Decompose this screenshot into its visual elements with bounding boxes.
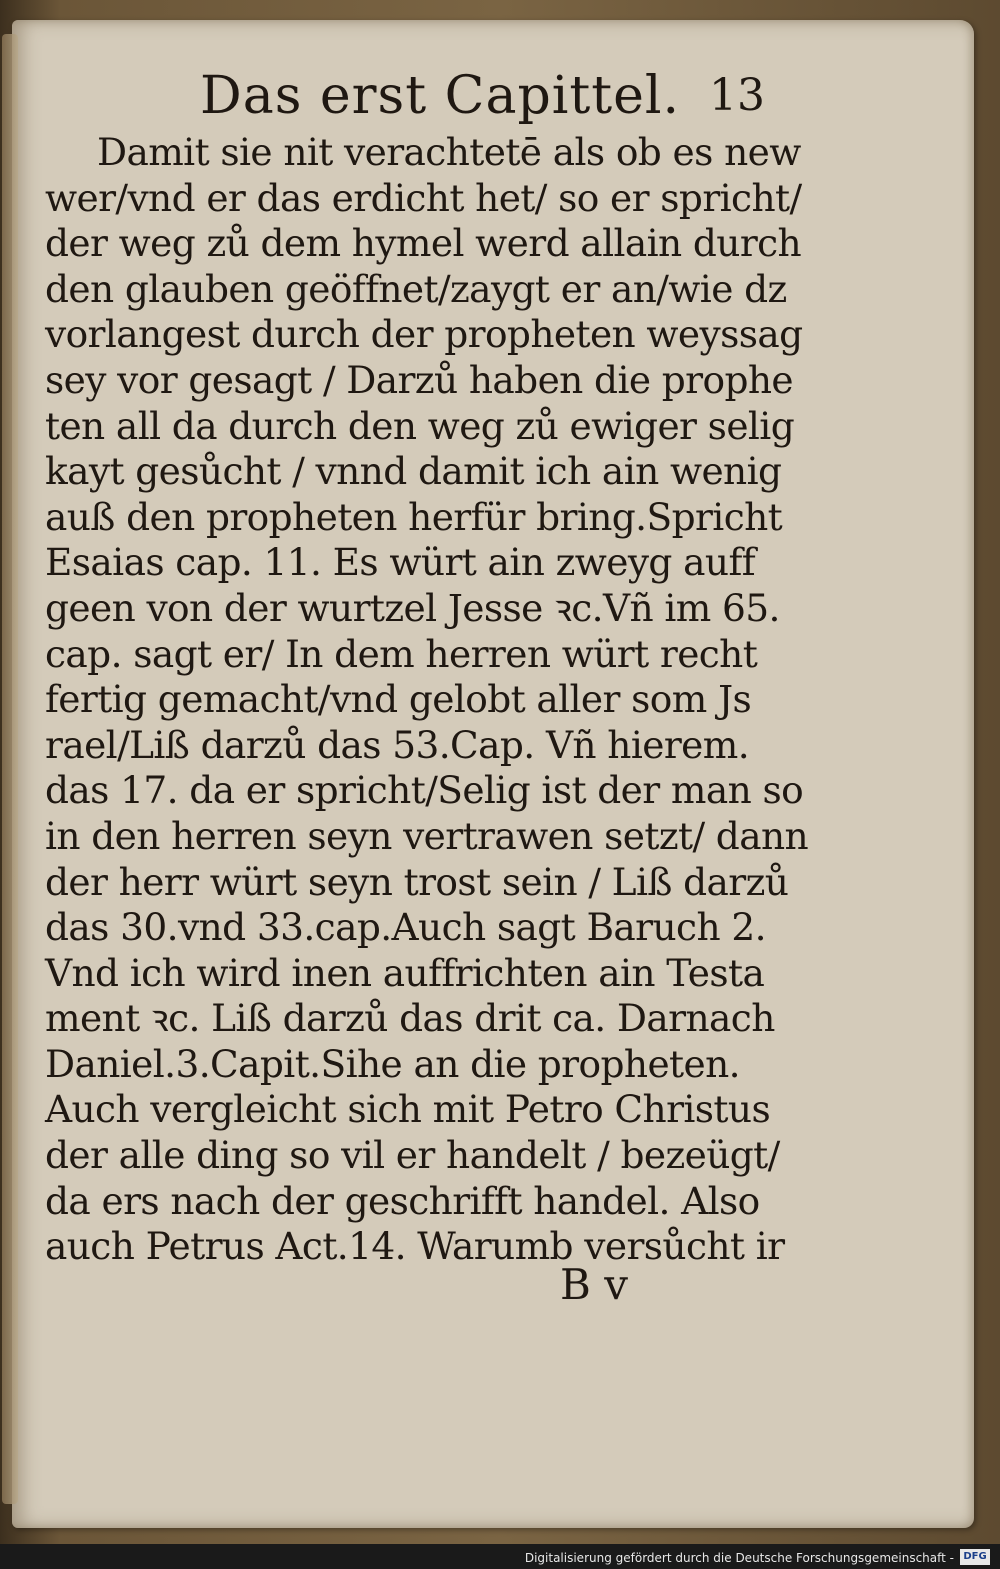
text-line: den glauben geöffnet/zaygt er an/wie dz xyxy=(45,266,787,311)
text-line: auch Petrus Act.14. Warumb versůcht ir xyxy=(45,1224,785,1269)
text-line: wer/vnd er das erdicht het/ so er spricht/ xyxy=(45,175,802,220)
text-line: der alle ding so vil er handelt / bezeügt/ xyxy=(45,1133,780,1178)
body-text xyxy=(45,130,809,1270)
text-line: das 30.vnd 33.cap.Auch sagt Baruch 2. xyxy=(45,905,766,950)
text-line: Damit sie nit verachtetē als ob es new xyxy=(97,130,801,174)
text-line: Auch vergleicht sich mit Petro Christus xyxy=(45,1087,771,1132)
text-line: auß den propheten herfür bring.Spricht xyxy=(45,494,783,539)
text-line: in den herren seyn vertrawen setzt/ dann xyxy=(45,813,809,858)
text-line: Esaias cap. 11. Es würt ain zweyg auff xyxy=(45,540,756,585)
text-line: ment ꝛc. Liß darzů das drit ca. Darnach xyxy=(45,996,775,1041)
page-edge xyxy=(2,34,18,1504)
text-line: der herr würt seyn trost sein / Liß darzů xyxy=(45,859,789,904)
text-line: geen von der wurtzel Jesse ꝛc.Vñ im 65. xyxy=(45,585,780,630)
text-line: fertig gemacht/vnd gelobt aller som Js xyxy=(45,677,752,722)
dfg-logo-icon: DFG xyxy=(960,1549,990,1565)
text-line: cap. sagt er/ In dem herren würt recht xyxy=(45,631,758,676)
signature-mark: B v xyxy=(560,1260,628,1309)
text-line: kayt gesůcht / vnnd damit ich ain wenig xyxy=(45,449,782,494)
text-line: Daniel.3.Capit.Sihe an die propheten. xyxy=(45,1041,740,1086)
text-block xyxy=(45,60,809,1270)
page-number: 13 xyxy=(709,70,765,121)
chapter-heading: Das erst Capittel. xyxy=(200,66,681,126)
text-line: da ers nach der geschrifft handel. Also xyxy=(45,1178,760,1223)
text-line: der weg zů dem hymel werd allain durch xyxy=(45,221,802,266)
text-line: Vnd ich wird inen auffrichten ain Testa xyxy=(45,950,765,995)
text-line: rael/Liß darzů das 53.Cap. Vñ hierem. xyxy=(45,722,750,767)
text-line: sey vor gesagt / Darzů haben die prophe xyxy=(45,357,794,402)
text-line: das 17. da er spricht/Selig ist der man so xyxy=(45,768,804,813)
funding-notice: Digitalisierung gefördert durch die Deutsche Forschungsgemeinschaft - xyxy=(524,1551,954,1565)
text-line: ten all da durch den weg zů ewiger selig xyxy=(45,403,795,448)
text-line: vorlangest durch der propheten weyssag xyxy=(45,312,803,357)
running-head xyxy=(45,60,765,130)
